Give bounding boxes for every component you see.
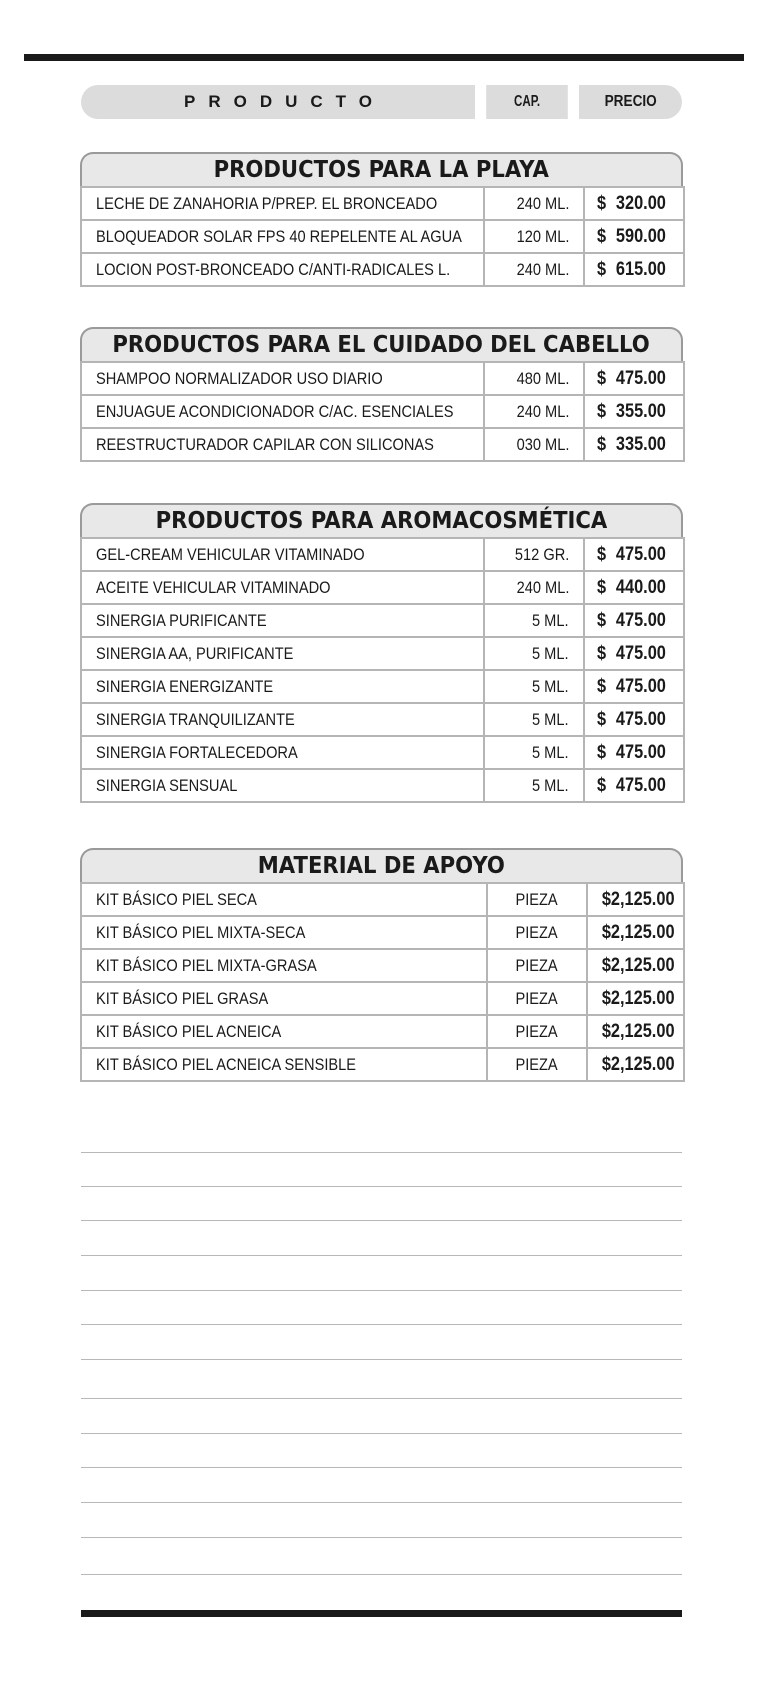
note-line	[81, 1152, 682, 1153]
table-row	[81, 571, 684, 604]
product-price: $ 320.00	[584, 187, 684, 220]
table-row	[81, 982, 684, 1015]
table-row	[81, 736, 684, 769]
table-row	[81, 187, 684, 220]
note-line	[81, 1255, 682, 1256]
product-price: $ 475.00	[584, 703, 684, 736]
product-name: GEL-CREAM VEHICULAR VITAMINADO	[81, 538, 484, 571]
note-line	[81, 1537, 682, 1538]
product-name: SINERGIA TRANQUILIZANTE	[81, 703, 484, 736]
note-line	[81, 1186, 682, 1187]
product-price: $ 475.00	[584, 637, 684, 670]
table-row	[81, 428, 684, 461]
table-row	[81, 883, 684, 916]
product-table	[80, 361, 685, 462]
bottom-rule	[81, 1610, 682, 1617]
product-name: SHAMPOO NORMALIZADOR USO DIARIO	[81, 362, 484, 395]
product-name: SINERGIA AA, PURIFICANTE	[81, 637, 484, 670]
note-line	[81, 1467, 682, 1468]
product-capacity: PIEZA	[487, 949, 587, 982]
product-price: $ 475.00	[584, 736, 684, 769]
note-line	[81, 1574, 682, 1575]
product-capacity: PIEZA	[487, 916, 587, 949]
table-row	[81, 604, 684, 637]
product-capacity: 5 ML.	[484, 604, 584, 637]
product-name: LECHE DE ZANAHORIA P/PREP. EL BRONCEADO	[81, 187, 484, 220]
product-capacity: PIEZA	[487, 883, 587, 916]
product-capacity: PIEZA	[487, 982, 587, 1015]
product-price: $ 615.00	[584, 253, 684, 286]
product-name: SINERGIA PURIFICANTE	[81, 604, 484, 637]
table-row	[81, 362, 684, 395]
note-line	[81, 1359, 682, 1360]
product-capacity: 120 ML.	[484, 220, 584, 253]
table-row	[81, 253, 684, 286]
product-price: $ 475.00	[584, 362, 684, 395]
product-price: $2,125.00	[587, 916, 684, 949]
product-name: SINERGIA SENSUAL	[81, 769, 484, 802]
note-line	[81, 1290, 682, 1291]
product-capacity: 512 GR.	[484, 538, 584, 571]
product-table	[80, 186, 685, 287]
table-row	[81, 916, 684, 949]
product-capacity: 480 ML.	[484, 362, 584, 395]
column-header-product: PRODUCTO	[81, 85, 475, 119]
product-name: KIT BÁSICO PIEL ACNEICA SENSIBLE	[81, 1048, 487, 1081]
product-table	[80, 537, 685, 803]
section-title: MATERIAL DE APOYO	[80, 848, 683, 882]
product-name: KIT BÁSICO PIEL GRASA	[81, 982, 487, 1015]
product-name: KIT BÁSICO PIEL MIXTA-GRASA	[81, 949, 487, 982]
product-capacity: 5 ML.	[484, 703, 584, 736]
product-name: REESTRUCTURADOR CAPILAR CON SILICONAS	[81, 428, 484, 461]
top-rule	[24, 54, 744, 61]
product-name: BLOQUEADOR SOLAR FPS 40 REPELENTE AL AGUA	[81, 220, 484, 253]
product-name: SINERGIA ENERGIZANTE	[81, 670, 484, 703]
table-row	[81, 949, 684, 982]
note-line	[81, 1324, 682, 1325]
column-header-capacity: CAP.	[486, 85, 568, 119]
note-line	[81, 1398, 682, 1399]
product-price: $2,125.00	[587, 883, 684, 916]
product-price: $2,125.00	[587, 1048, 684, 1081]
product-capacity: 030 ML.	[484, 428, 584, 461]
table-row	[81, 395, 684, 428]
section-beach-products	[80, 152, 683, 287]
product-capacity: 5 ML.	[484, 670, 584, 703]
product-name: KIT BÁSICO PIEL MIXTA-SECA	[81, 916, 487, 949]
product-capacity: PIEZA	[487, 1048, 587, 1081]
product-price: $ 475.00	[584, 604, 684, 637]
product-price: $ 475.00	[584, 538, 684, 571]
product-name: KIT BÁSICO PIEL SECA	[81, 883, 487, 916]
product-capacity: 5 ML.	[484, 637, 584, 670]
column-header-price: PRECIO	[579, 85, 682, 119]
column-header-row	[81, 85, 682, 119]
table-row	[81, 703, 684, 736]
section-aromacosmetics-products	[80, 503, 683, 803]
product-price: $2,125.00	[587, 982, 684, 1015]
table-row	[81, 538, 684, 571]
table-row	[81, 220, 684, 253]
section-title: PRODUCTOS PARA EL CUIDADO DEL CABELLO	[80, 327, 683, 361]
table-row	[81, 1015, 684, 1048]
product-name: ACEITE VEHICULAR VITAMINADO	[81, 571, 484, 604]
product-name: ENJUAGUE ACONDICIONADOR C/AC. ESENCIALES	[81, 395, 484, 428]
product-capacity: 5 ML.	[484, 736, 584, 769]
table-row	[81, 769, 684, 802]
section-title: PRODUCTOS PARA LA PLAYA	[80, 152, 683, 186]
product-name: LOCION POST-BRONCEADO C/ANTI-RADICALES L.	[81, 253, 484, 286]
product-price: $ 590.00	[584, 220, 684, 253]
product-price: $ 355.00	[584, 395, 684, 428]
section-hair-care-products	[80, 327, 683, 462]
product-table	[80, 882, 685, 1082]
note-line	[81, 1433, 682, 1434]
product-capacity: 240 ML.	[484, 571, 584, 604]
note-line	[81, 1220, 682, 1221]
section-title: PRODUCTOS PARA AROMACOSMÉTICA	[80, 503, 683, 537]
section-support-material	[80, 848, 683, 1082]
table-row	[81, 637, 684, 670]
table-row	[81, 1048, 684, 1081]
product-price: $ 440.00	[584, 571, 684, 604]
product-price: $ 335.00	[584, 428, 684, 461]
product-price: $ 475.00	[584, 769, 684, 802]
product-price: $ 475.00	[584, 670, 684, 703]
product-capacity: 5 ML.	[484, 769, 584, 802]
product-capacity: 240 ML.	[484, 187, 584, 220]
product-capacity: 240 ML.	[484, 395, 584, 428]
table-row	[81, 670, 684, 703]
product-price: $2,125.00	[587, 1015, 684, 1048]
product-capacity: 240 ML.	[484, 253, 584, 286]
product-name: SINERGIA FORTALECEDORA	[81, 736, 484, 769]
product-price: $2,125.00	[587, 949, 684, 982]
product-name: KIT BÁSICO PIEL ACNEICA	[81, 1015, 487, 1048]
note-line	[81, 1502, 682, 1503]
product-capacity: PIEZA	[487, 1015, 587, 1048]
